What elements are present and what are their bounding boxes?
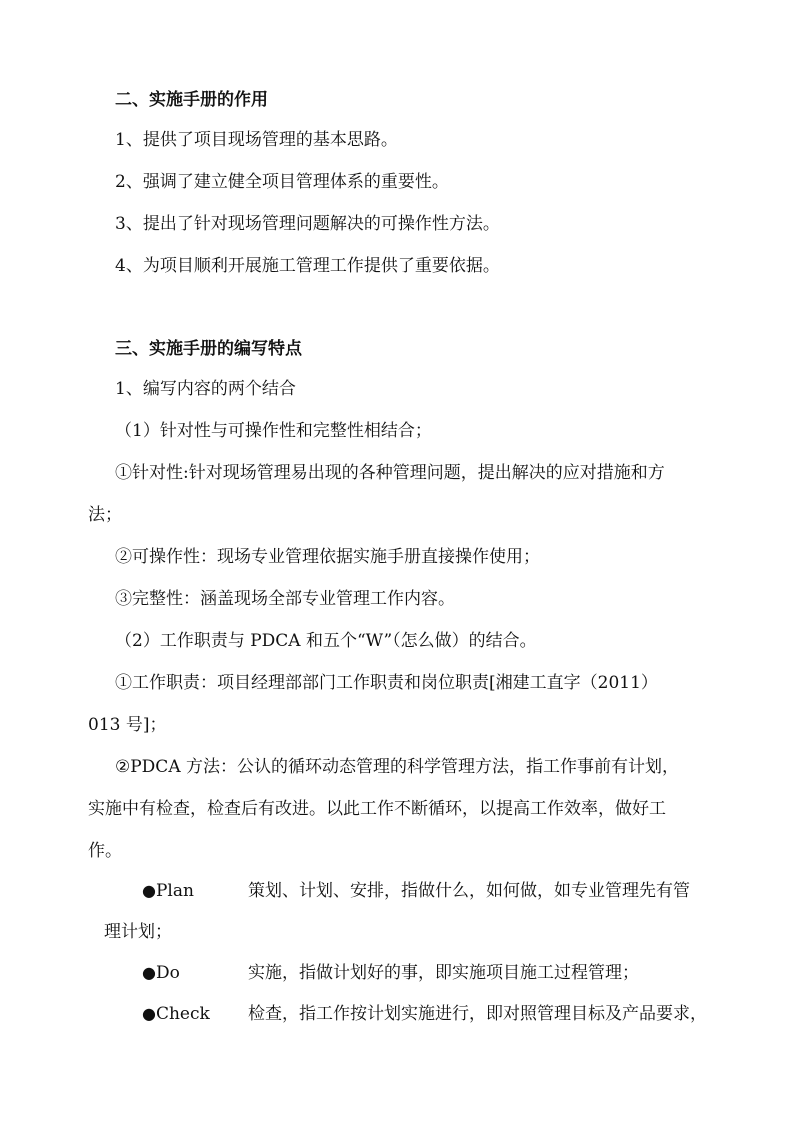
bullet-term: Check bbox=[155, 1004, 210, 1024]
point-completeness: ③完整性：涵盖现场全部专业管理工作内容。 bbox=[115, 589, 455, 609]
bullet-do bbox=[142, 961, 639, 985]
bullet-text: 实施，指做计划好的事，即实施项目施工过程管理； bbox=[247, 963, 639, 983]
section-2-heading: 二、实施手册的作用 bbox=[115, 90, 268, 110]
bullet-check bbox=[142, 1002, 707, 1026]
bullet-text: 检查，指工作按计划实施进行，即对照管理目标及产品要求， bbox=[247, 1004, 707, 1024]
bullet-plan bbox=[142, 879, 690, 903]
point-duties-line-1: ①工作职责：项目经理部部门工作职责和岗位职责[湘建工直字（2011） bbox=[115, 673, 658, 693]
point-targeted-line-1: ①针对性:针对现场管理易出现的各种管理问题，提出解决的应对措施和方 bbox=[115, 463, 665, 483]
bullet-term: Do bbox=[155, 963, 180, 983]
section-2-item-4: 4、为项目顺利开展施工管理工作提供了重要依据。 bbox=[115, 256, 500, 276]
point-pdca-line-2: 实施中有检查，检查后有改进。以此工作不断循环，以提高工作效率，做好工 bbox=[88, 799, 666, 819]
bullet-text: 策划、计划、安排，指做什么，如何做，如专业管理先有管 bbox=[247, 881, 690, 901]
section-2-item-3: 3、提出了针对现场管理问题解决的可操作性方法。 bbox=[115, 214, 500, 234]
section-2-item-2: 2、强调了建立健全项目管理体系的重要性。 bbox=[115, 172, 449, 192]
section-3-part-2: （2）工作职责与 PDCA 和五个“W”（怎么做）的结合。 bbox=[115, 631, 537, 651]
section-3-sub-1: 1、编写内容的两个结合 bbox=[115, 379, 296, 399]
bullet-plan-continuation: 理计划； bbox=[104, 922, 172, 942]
bullet-dot-icon: ● bbox=[142, 963, 156, 982]
bullet-dot-icon: ● bbox=[142, 1004, 156, 1023]
section-3-part-1: （1）针对性与可操作性和完整性相结合； bbox=[115, 421, 432, 441]
point-duties-line-2: 013 号]； bbox=[88, 715, 167, 735]
point-targeted-line-2: 法； bbox=[88, 505, 122, 525]
point-operability: ②可操作性：现场专业管理依据实施手册直接操作使用； bbox=[115, 547, 540, 567]
section-3-heading: 三、实施手册的编写特点 bbox=[115, 339, 302, 359]
bullet-term: Plan bbox=[155, 881, 194, 901]
point-pdca-line-1: ②PDCA 方法：公认的循环动态管理的科学管理方法，指工作事前有计划， bbox=[115, 757, 679, 777]
section-2-item-1: 1、提供了项目现场管理的基本思路。 bbox=[115, 130, 398, 150]
bullet-dot-icon: ● bbox=[142, 881, 156, 900]
point-pdca-line-3: 作。 bbox=[88, 841, 122, 861]
